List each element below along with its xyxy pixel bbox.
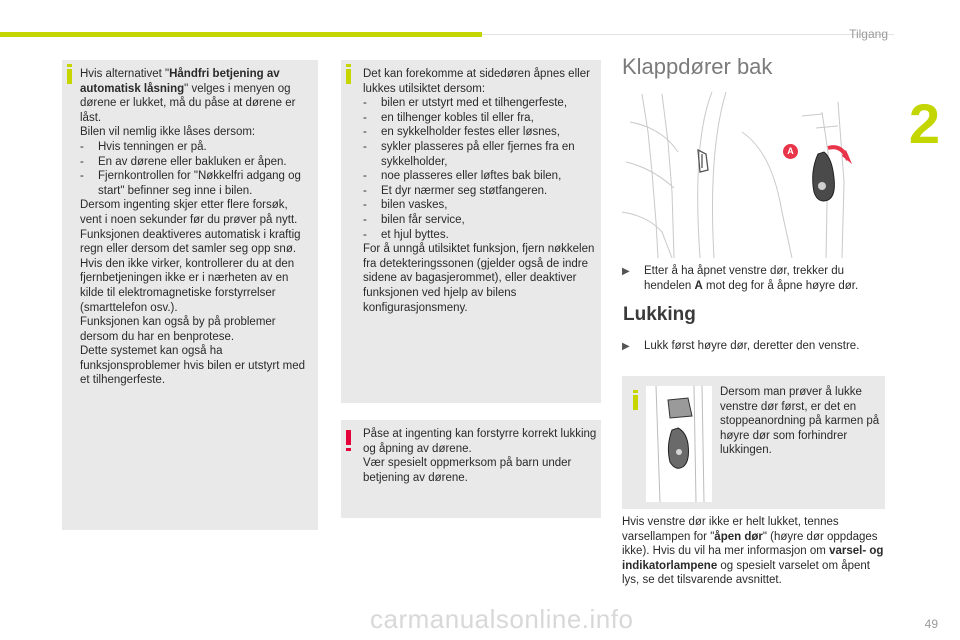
list-item: - bilen får service, — [363, 213, 465, 226]
paragraph: Funksjonen deaktiveres automatisk i kraftig regn eller dersom det samler seg opp snø. — [80, 228, 301, 256]
list-item: - bilen er utstyrt med et tilhengerfeste, — [363, 97, 568, 110]
top-accent-bar — [0, 32, 482, 37]
chapter-number: 2 — [908, 92, 940, 155]
warning-line: Vær spesielt oppmerksom på barn under betjening av dørene. — [363, 457, 572, 484]
list-item: - En av dørene eller bakluken er åpen. — [80, 155, 287, 168]
info-icon — [67, 69, 72, 84]
paragraph: Dersom ingenting skjer etter flere forsøk, vent i noen sekunder før du prøver på nytt. — [80, 199, 298, 226]
rear-doors-drawing — [622, 92, 886, 258]
info-box-sidedoor — [341, 60, 601, 403]
closing-note: Dersom man prøver å lukke venstre dør først, er det en stoppeanordning på karmen på høyre dør som forhindrer lukkingen. — [720, 386, 880, 457]
info-box-handsfree — [62, 60, 318, 530]
open-instruction: ▶ Etter å ha åpnet venstre dør, trekker du hendelen A mot deg for å åpne høyre dør. — [622, 265, 859, 292]
handsfree-lead: Bilen vil nemlig ikke låses dersom: — [80, 126, 256, 139]
warning-box-doors — [341, 420, 601, 518]
info-box-closing — [622, 376, 885, 509]
arrow-bullet-icon: ▶ — [622, 341, 630, 352]
page-number: 49 — [924, 617, 938, 631]
label-a-badge: A — [783, 144, 798, 159]
closing-instruction: ▶ Lukk først høyre dør, deretter den venstre. — [622, 339, 886, 355]
closing-title: Lukking — [623, 304, 696, 325]
paragraph: Dette systemet kan også ha funksjonsproblemer hvis bilen er utstyrt med et tilhengerfeste. — [80, 345, 305, 387]
info-icon — [633, 395, 638, 410]
door-warning-paragraph: Hvis venstre dør ikke er helt lukket, tennes varsellampen for "åpen dør" (høyre dør oppdages ikke). Hvis du vil ha mer informasjon om varsel- og indikatorlampene og spesielt varselet om åpent lys, se det tilsvarende avsnittet. — [622, 516, 884, 587]
list-item: - et hjul byttes. — [363, 228, 449, 241]
rear-doors-illustration — [622, 92, 886, 258]
list-item: - en tilhenger kobles til eller fra, — [363, 111, 534, 124]
list-item: - sykler plasseres på eller fjernes fra en sykkelholder, — [363, 140, 575, 168]
list-item: - Fjernkontrollen for "Nøkkelfri adgang og start" befinner seg inne i bilen. — [80, 170, 301, 197]
top-rule — [482, 34, 894, 35]
door-stop-drawing — [646, 386, 712, 502]
watermark: carmanualsonline.info — [370, 604, 634, 634]
paragraph: Hvis den ikke virker, kontrollerer du at den fjernbetjeningen ikke er i nærheten av en kilde til elektromagnetiske forstyrrelser (smarttelefon osv.). — [80, 257, 295, 314]
handsfree-intro: Hvis alternativet "Håndfri betjening av automatisk låsning" velges i menyen og dørene er lukket, må du påse at dørene er låst. — [80, 68, 296, 124]
arrow-bullet-icon: ▶ — [622, 266, 630, 277]
info-box-sidedoor-text — [363, 67, 597, 315]
list-item: - en sykkelholder festes eller løsnes, — [363, 126, 560, 139]
section-label: Tilgang — [849, 27, 888, 41]
warning-icon — [346, 430, 351, 445]
sidedoor-tail: For å unngå utilsiktet funksjon, fjern nøkkelen fra detekteringssonen (gjelder også de indre sidene av bagasjerommet), eller deaktiver funksjonen ved hjelp av bilens konfigurasjonsmeny. — [363, 243, 595, 314]
info-box-handsfree-text — [80, 67, 312, 388]
list-item: - bilen vaskes, — [363, 199, 448, 212]
sidedoor-lead: Det kan forekomme at sidedøren åpnes eller lukkes utilsiktet dersom: — [363, 68, 590, 95]
list-item: - Hvis tenningen er på. — [80, 140, 207, 153]
warning-line: Påse at ingenting kan forstyrre korrekt lukking og åpning av dørene. — [363, 428, 597, 455]
list-item: - noe plasseres eller løftes bak bilen, — [363, 170, 562, 183]
paragraph: Funksjonen kan også by på problemer dersom du har en benprotese. — [80, 316, 276, 343]
info-icon — [346, 69, 351, 84]
warning-box-text — [363, 427, 597, 485]
section-title: Klappdører bak — [622, 54, 773, 79]
door-stop-illustration — [646, 386, 712, 502]
list-item: - Et dyr nærmer seg støtfangeren. — [363, 184, 548, 197]
